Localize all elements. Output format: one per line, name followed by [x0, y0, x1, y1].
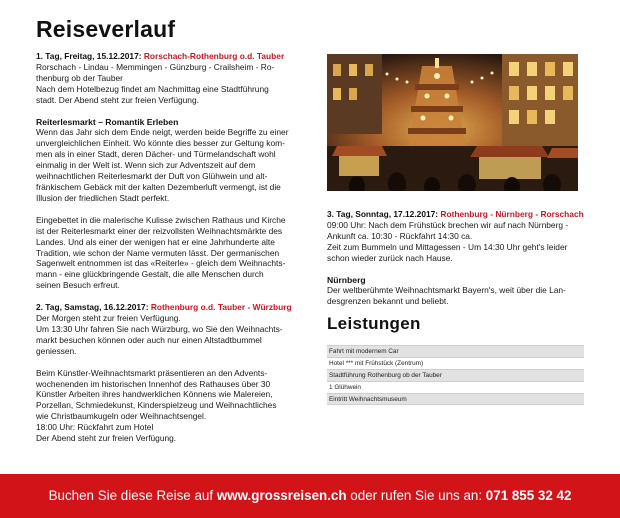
- market-line: Tradition, wie schon der Name vermuten lässt. Der germanischen: [36, 247, 280, 258]
- footer-phone[interactable]: 071 855 32 42: [485, 488, 572, 503]
- market-line: weihnachtlichen Reiterlesmarkt der Duft von Glühwein und alt-: [36, 171, 268, 182]
- day2-label: 2. Tag, Samstag, 16.12.2017:: [36, 302, 149, 313]
- day2-line: Beim Künstler-Weihnachtsmarkt präsentieren an den Advents-: [36, 367, 268, 378]
- day2-line: Der Morgen steht zur freien Verfügung.: [36, 313, 181, 324]
- market-line: einmalig in der Welt ist. Wenn sich zur Adventszeit auf dem: [36, 160, 256, 171]
- day3-route: Rothenburg - Nürnberg - Rorschach: [440, 209, 584, 219]
- footer-text-pre: Buchen Sie diese Reise auf: [48, 488, 214, 503]
- booking-footer: [0, 474, 620, 518]
- day1-label: 1. Tag, Freitag, 15.12.2017:: [36, 51, 142, 61]
- services-heading: Leistungen: [327, 314, 421, 333]
- market-heading: Reiterlesmarkt – Romantik Erleben: [36, 116, 179, 127]
- day2-line: wie Christbaumkugeln oder Weihnachtsengel.: [36, 411, 207, 422]
- nuernberg-heading: Nürnberg: [327, 274, 366, 285]
- market-line: ist der Reiterlesmarkt einer der reizvollsten Weihnachtsmärkte des: [36, 225, 283, 236]
- day2-line: markt besuchen können oder auch nur einen Altstadtbummel: [36, 334, 262, 345]
- day2-line: Künstler Arbeiten ihres handwerklichen Könnens wie Malereien,: [36, 389, 273, 400]
- day1-line: Rorschach - Lindau - Memmingen - Günzburg - Crailsheim - Ro-: [36, 61, 275, 72]
- market-line: mann - eine glückbringende Gestalt, die alle Menschen durch: [36, 269, 264, 280]
- day3-label: 3. Tag, Sonntag, 17.12.2017:: [327, 209, 439, 219]
- day2-line: Porzellan, Schmiedekunst, Kinderspielzeug und Weihnachtliches: [36, 400, 277, 411]
- nuernberg-line: desgrenzen bekannt und beliebt.: [327, 296, 449, 307]
- day3-line: Ankunft ca. 10:30 - Rückfahrt 14:30 ca.: [327, 230, 473, 241]
- left-column: [36, 51, 298, 444]
- market-line: Wenn das Jahr sich dem Ende neigt, werden beide Begriffe zu einer: [36, 127, 289, 138]
- market-line: Eingebettet in die malerische Kulisse zwischen Rathaus und Kirche: [36, 214, 286, 225]
- services-table: [327, 345, 584, 405]
- services-row: Stadtführung Rothenburg ob der Tauber: [327, 369, 584, 381]
- day1-heading: [36, 51, 298, 62]
- footer-website-link[interactable]: www.grossreisen.ch: [216, 488, 347, 503]
- market-line: unvergleichlichen Einheit. Wo könnte dies besser zur Geltung kom-: [36, 138, 285, 149]
- footer-text-mid: oder rufen Sie uns an:: [350, 488, 483, 503]
- christmas-market-photo: [327, 54, 578, 191]
- nuernberg-line: Der weltberühmte Weihnachtsmarkt Bayern's, weit über die Lan-: [327, 285, 566, 296]
- services-row: Eintritt Weihnachtsmuseum: [327, 393, 584, 405]
- day2-line: Um 13:30 Uhr fahren Sie nach Würzburg, wo Sie den Weihnachts-: [36, 323, 283, 334]
- day2-line: wochenenden im historischen Innenhof des Rathauses über 30: [36, 378, 271, 389]
- market-line: men als in einer Stadt, deren Dächer- und Türmelandschaft wohl: [36, 149, 276, 160]
- services-row: Hotel *** mit Frühstück (Zentrum): [327, 357, 584, 369]
- day1-line: stadt. Der Abend steht zur freien Verfügung.: [36, 94, 199, 105]
- market-line: fränkischem Gebäck mit der kalten Dezemberluft vermengt, ist die: [36, 181, 281, 192]
- services-row: Fahrt mit modernem Car: [327, 345, 584, 357]
- services-row: 1 Glühwein: [327, 381, 584, 393]
- market-line: seinen Besuch erfreut.: [36, 280, 120, 291]
- right-column: [327, 209, 585, 307]
- market-line: Landes. Und als einer der wenigen hat er eine Jahrhunderte alte: [36, 236, 275, 247]
- day1-route: Rorschach-Rothenburg o.d. Tauber: [143, 51, 285, 61]
- day1-line: Nach dem Hotelbezug findet am Nachmittag eine Stadtführung: [36, 83, 269, 94]
- christmas-market-illustration: [327, 54, 578, 191]
- market-line: Illusion der friedlichen Stadt perfekt.: [36, 192, 170, 203]
- day2-heading: [36, 302, 298, 313]
- day2-line: geniessen.: [36, 345, 77, 356]
- day3-line: 09:00 Uhr: Nach dem Frühstück brechen wir auf nach Nürnberg -: [327, 219, 569, 230]
- page-title: Reiseverlauf: [36, 16, 176, 42]
- market-line: Sagenwelt entnommen ist das «Reiterle» - gleich dem Weihnachts-: [36, 258, 286, 269]
- day3-line: schon wieder zurück nach Hause.: [327, 252, 453, 263]
- day2-route: Rothenburg o.d. Tauber - Würzburg: [150, 302, 292, 313]
- day1-line: thenburg ob der Tauber: [36, 72, 123, 83]
- day3-line: Zeit zum Bummeln und Mittagessen - Um 14:30 Uhr geht's leider: [327, 241, 568, 252]
- day3-heading: [327, 209, 585, 220]
- day2-line: 18:00 Uhr: Rückfahrt zum Hotel: [36, 422, 154, 433]
- day2-line: Der Abend steht zur freien Verfügung.: [36, 433, 177, 444]
